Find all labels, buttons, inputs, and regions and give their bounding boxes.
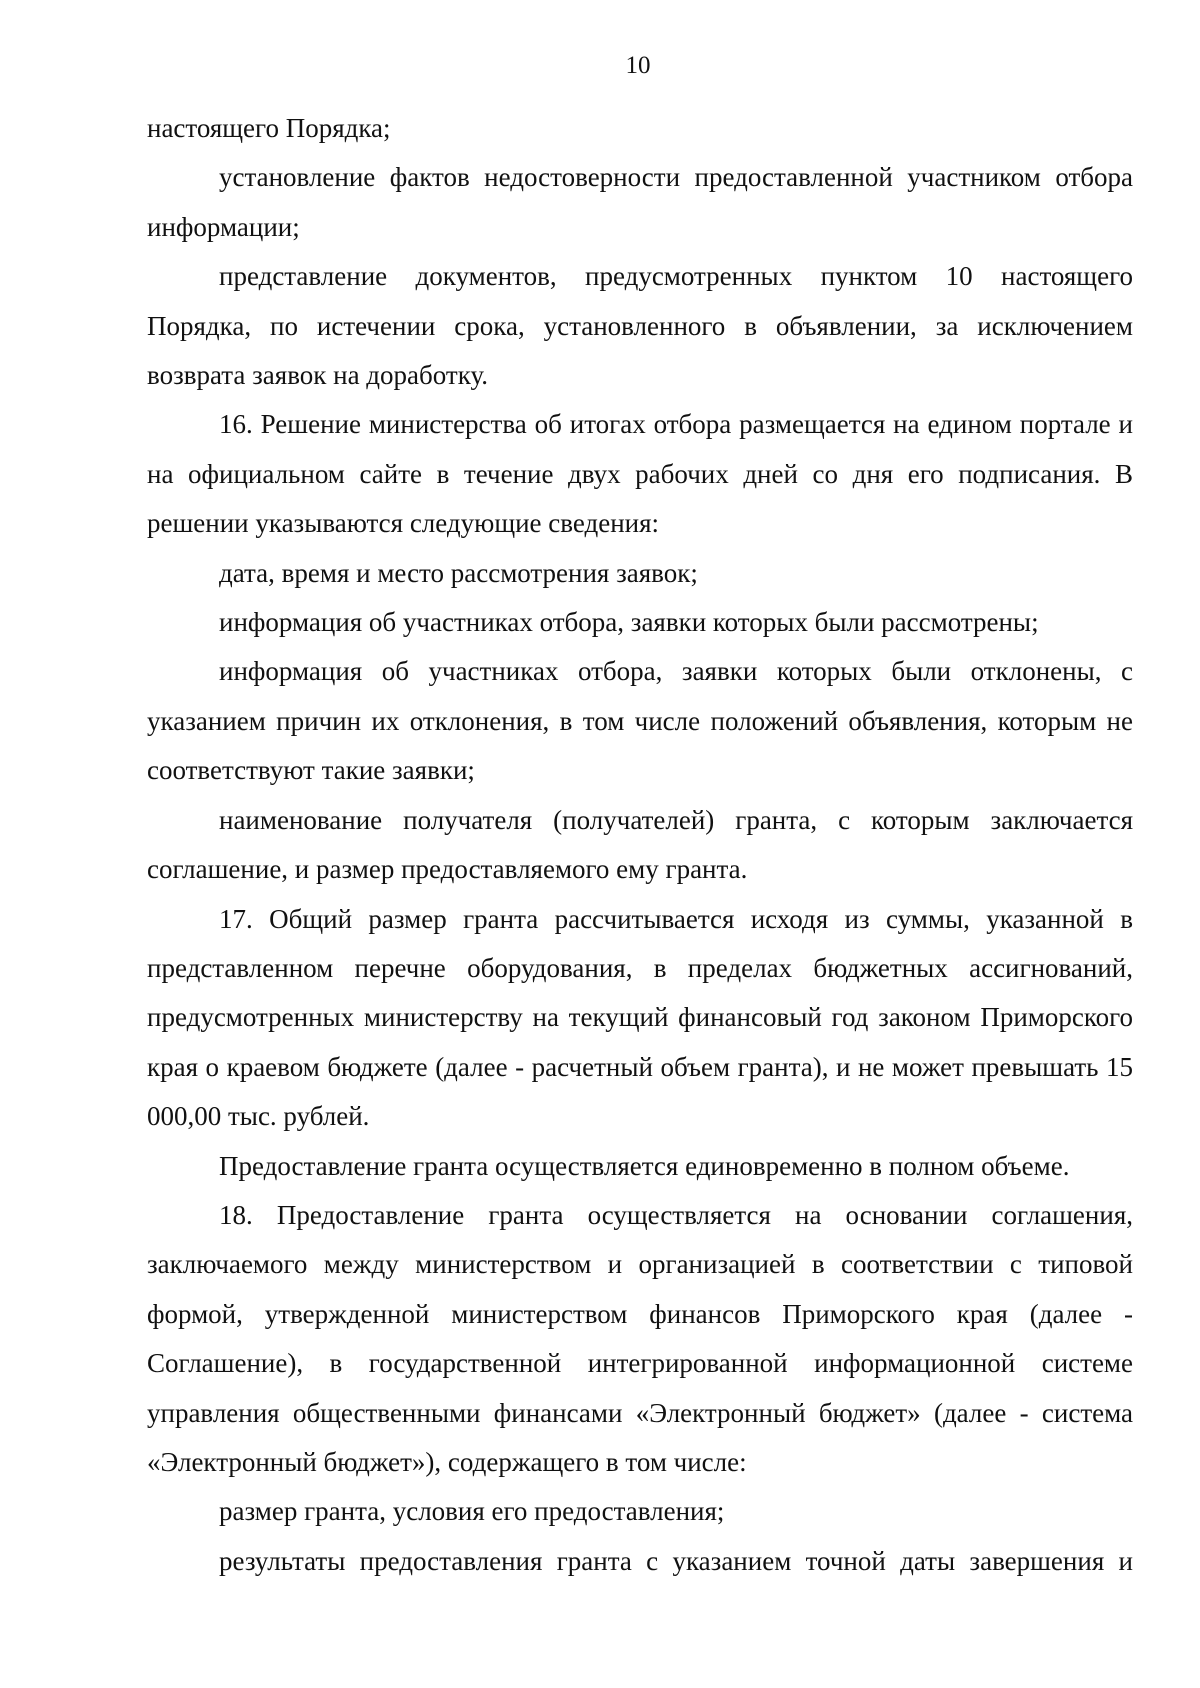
paragraph: 17. Общий размер гранта рассчитывается исходя из суммы, указанной в представленном перечне оборудования, в пределах бюджетных ассигнований, предусмотренных министерству на текущий финансовый год законом Приморского края о краевом бюджете (далее - расчетный объем гранта), и не может превышать 15 000,00 тыс. рублей. <box>147 903 1133 1132</box>
paragraph: представление документов, предусмотренных пунктом 10 настоящего Порядка, по истечении срока, установленного в объявлении, за исключением возврата заявок на доработку. <box>147 261 1133 391</box>
paragraph: Предоставление гранта осуществляется единовременно в полном объеме. <box>219 1150 1070 1181</box>
paragraph: результаты предоставления гранта с указанием точной даты завершения и <box>219 1545 1133 1576</box>
paragraph: дата, время и место рассмотрения заявок; <box>219 557 698 588</box>
paragraph: установление фактов недостоверности предоставленной участником отбора информации; <box>147 162 1133 242</box>
paragraph: 16. Решение министерства об итогах отбора размещается на едином портале и на официальном сайте в течение двух рабочих дней со дня его подписания. В решении указываются следующие сведения: <box>147 409 1133 539</box>
paragraph: настоящего Порядка; <box>147 113 391 143</box>
page-number: 10 <box>625 52 651 79</box>
paragraph: размер гранта, условия его предоставления; <box>219 1496 725 1527</box>
document-body <box>147 104 1133 1586</box>
paragraph: наименование получателя (получателей) гранта, с которым заключается соглашение, и размер предоставляемого ему гранта. <box>147 804 1133 885</box>
paragraph: информация об участниках отбора, заявки которых были отклонены, с указанием причин их отклонения, в том числе положений объявления, которым не соответствуют такие заявки; <box>147 656 1133 786</box>
paragraph: информация об участниках отбора, заявки которых были рассмотрены; <box>219 607 1039 638</box>
paragraph: 18. Предоставление гранта осуществляется на основании соглашения, заключаемого между министерством и организацией в соответствии с типовой формой, утвержденной министерством финансов Приморского края (далее - Соглашение), в государственной интегрированной информационной системе управления общественными финансами «Электронный бюджет» (далее - система «Электронный бюджет»), содержащего в том числе: <box>147 1199 1133 1477</box>
